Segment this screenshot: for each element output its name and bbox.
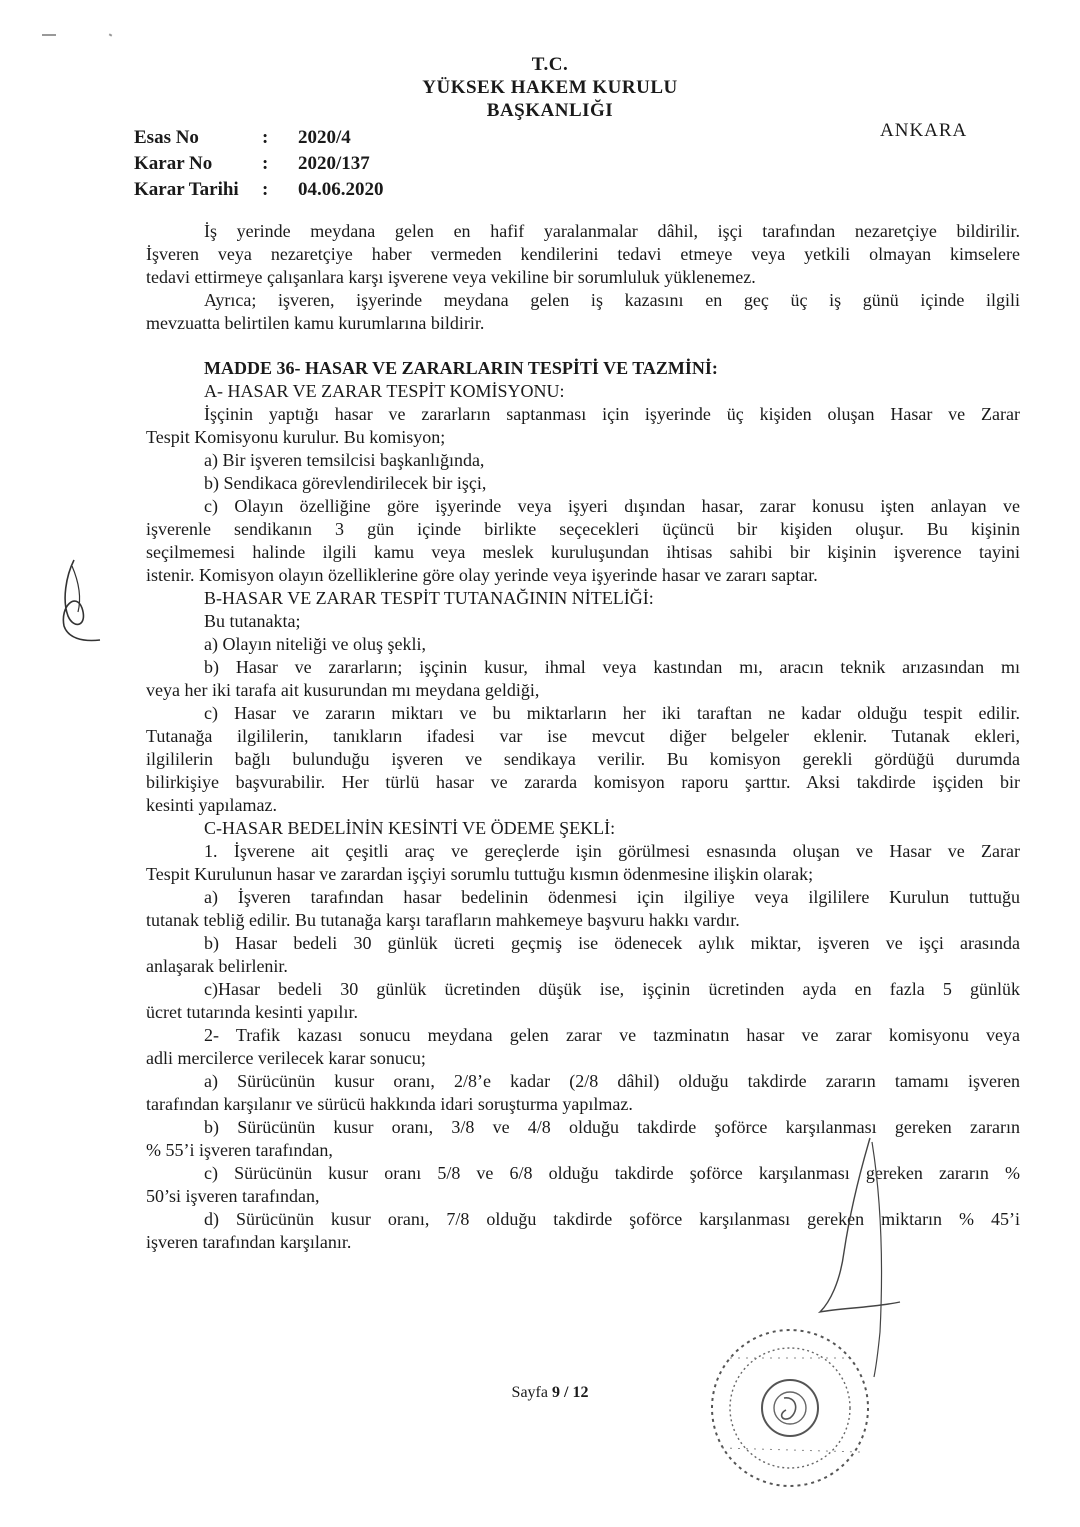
body-line: adli mercilerce verilecek karar sonucu; <box>146 1048 426 1068</box>
body-line: İşveren veya nezaretçiye haber vermeden kendilerini tedavi etmeye veya yetkili olmayan kimselere <box>146 244 1020 264</box>
document-body <box>146 220 1020 1254</box>
body-line: Tespit Komisyonu kurulur. Bu komisyon; <box>146 427 446 447</box>
body-line: 50’si işveren tarafından, <box>146 1186 320 1206</box>
body-line: işveren tarafından karşılanır. <box>146 1232 352 1252</box>
karar-tarihi-row <box>134 177 384 203</box>
body-line: kesinti yapılamaz. <box>146 795 277 815</box>
body-line: % 55’i işveren tarafından, <box>146 1140 333 1160</box>
header-line-tc: T.C. <box>531 54 569 75</box>
esas-value: 2020/4 <box>298 127 351 148</box>
body-line: bilirkişiye başvurabilir. Her türlü hasar ve zararda komisyon raporu şarttır. Aksi takdirde işçiden bir <box>146 772 1020 792</box>
section-heading: A- HASAR VE ZARAR TESPİT KOMİSYONU: <box>204 381 565 401</box>
meta-separator: : <box>262 153 269 174</box>
page-footer <box>0 1384 1080 1402</box>
list-item: a) İşveren tarafından hasar bedelinin ödenmesi için ilgiliye veya ilgililere Kurulun tuttuğu <box>204 887 1020 907</box>
scan-mark <box>42 34 56 36</box>
karar-row <box>134 151 384 177</box>
list-item: c)Hasar bedeli 30 günlük ücretinden düşük ise, işçinin ücretinden ayda en fazla 5 günlük <box>204 979 1020 999</box>
body-line: seçilmemesi halinde ilgili kamu veya meslek kuruluşundan ihtisas sahibi bir kişinin işverence tayini <box>146 542 1020 562</box>
body-line: tutanak tebliğ edilir. Bu tutanağa karşı tarafların mahkemeye başvuru hakkı vardır. <box>146 910 740 930</box>
page-number-separator: / <box>563 1384 569 1401</box>
body-line: tedavi ettirmeye çalışanlara karşı işverene veya vekiline bir sorumluluk yüklenemez. <box>146 267 756 287</box>
body-line: istenir. Komisyon olayın özelliklerine göre olay yerinde veya işyerinde hasar ve zararı saptar. <box>146 565 818 585</box>
city-label: ANKARA <box>880 120 968 141</box>
body-line: İş yerinde meydana gelen en hafif yaralanmalar dâhil, işçi tarafından nezaretçiye bildirilir. <box>204 221 1020 241</box>
karar-value: 2020/137 <box>298 153 370 174</box>
esas-row <box>134 125 384 151</box>
list-item: b) Sendikaca görevlendirilecek bir işçi, <box>204 473 487 493</box>
body-line: Tespit Kurulunun hasar ve zarardan işçiyi sorumlu tuttuğu kısmın ödenmesine ilişkin olarak; <box>146 864 814 884</box>
list-item: b) Sürücünün kusur oranı, 3/8 ve 4/8 olduğu takdirde şoförce karşılanması gereken zararın <box>204 1117 1020 1137</box>
body-line: veya her iki tarafa ait kusurundan mı meydana geldiği, <box>146 680 540 700</box>
meta-separator: : <box>262 179 269 200</box>
karar-tarihi-value: 04.06.2020 <box>298 179 384 200</box>
case-meta <box>134 125 384 203</box>
page-number-prefix: Sayfa <box>511 1384 548 1401</box>
list-item: a) Bir işveren temsilcisi başkanlığında, <box>204 450 485 470</box>
list-item: d) Sürücünün kusur oranı, 7/8 olduğu takdirde şoförce karşılanması gereken miktarın % 45’i <box>204 1209 1020 1229</box>
body-line: Tutanağa ilgililerin, tanıkların ifadesi var ise mevcut diğer belgeler eklenir. Tutanak ekleri, <box>146 726 1020 746</box>
list-item: c) Hasar ve zararın miktarı ve bu miktarların her iki taraftan ne kadar olduğu tespit edilir. <box>204 703 1020 723</box>
page-number: 9 <box>551 1384 560 1401</box>
section-heading: B-HASAR VE ZARAR TESPİT TUTANAĞININ NİTELİĞİ: <box>204 588 654 608</box>
list-item: c) Olayın özelliğine göre işyerinde veya işyeri dışından hasar, zarar konusu işten anlayan ve <box>204 496 1020 516</box>
list-item: a) Olayın niteliği ve oluş şekli, <box>204 634 426 654</box>
body-line: anlaşarak belirlenir. <box>146 956 288 976</box>
article-heading: MADDE 36- HASAR VE ZARARLARIN TESPİTİ VE TAZMİNİ: <box>204 358 718 378</box>
scan-mark <box>109 33 113 36</box>
margin-signature-icon <box>52 556 112 646</box>
esas-label: Esas No <box>134 127 199 148</box>
header-line-institution: YÜKSEK HAKEM KURULU <box>422 77 678 98</box>
body-line: ilgililerin bağlı bulunduğu işveren ve sendikaya verilir. Bu komisyon gerekli gördüğü durumda <box>146 749 1020 769</box>
list-item: 2- Trafik kazası sonucu meydana gelen zarar ve tazminatın hasar ve zarar komisyonu veya <box>204 1025 1020 1045</box>
official-stamp-icon <box>700 1318 880 1498</box>
list-item: c) Sürücünün kusur oranı 5/8 ve 6/8 olduğu takdirde şoförce karşılanması gereken zararın % <box>204 1163 1020 1183</box>
body-line: Ayrıca; işveren, işyerinde meydana gelen iş kazasını en geç üç iş günü içinde ilgili <box>204 290 1020 310</box>
header-line-office: BAŞKANLIĞI <box>486 100 614 121</box>
body-line: tarafından karşılanır ve sürücü hakkında idari soruşturma yapılmaz. <box>146 1094 633 1114</box>
body-line: ücret tutarında kesinti yapılır. <box>146 1002 358 1022</box>
meta-separator: : <box>262 127 269 148</box>
list-item: b) Hasar bedeli 30 günlük ücreti geçmiş ise ödenecek aylık miktar, işveren ve işçi arasında <box>204 933 1020 953</box>
page-total: 12 <box>572 1384 589 1401</box>
body-line: işverenle sendikanın 3 gün içinde birlikte seçecekleri üçüncü bir kişiden oluşur. Bu kişinin <box>146 519 1020 539</box>
karar-label: Karar No <box>134 153 213 174</box>
body-line: Bu tutanakta; <box>204 611 301 631</box>
karar-tarihi-label: Karar Tarihi <box>134 179 239 200</box>
document-header <box>0 53 1080 122</box>
section-heading: C-HASAR BEDELİNİN KESİNTİ VE ÖDEME ŞEKLİ: <box>204 818 616 838</box>
list-item: 1. İşverene ait çeşitli araç ve gereçlerde işin görülmesi esnasında oluşan ve Hasar ve Zarar <box>204 841 1020 861</box>
list-item: a) Sürücünün kusur oranı, 2/8’e kadar (2/8 dâhil) olduğu takdirde zararın tamamı işveren <box>204 1071 1020 1091</box>
list-item: b) Hasar ve zararların; işçinin kusur, ihmal veya kastından mı, aracın teknik arızasından mı <box>204 657 1020 677</box>
body-line: İşçinin yaptığı hasar ve zararların saptanması için işyerinde üç kişiden oluşan Hasar ve Zarar <box>204 404 1020 424</box>
body-line: mevzuatta belirtilen kamu kurumlarına bildirir. <box>146 313 485 333</box>
